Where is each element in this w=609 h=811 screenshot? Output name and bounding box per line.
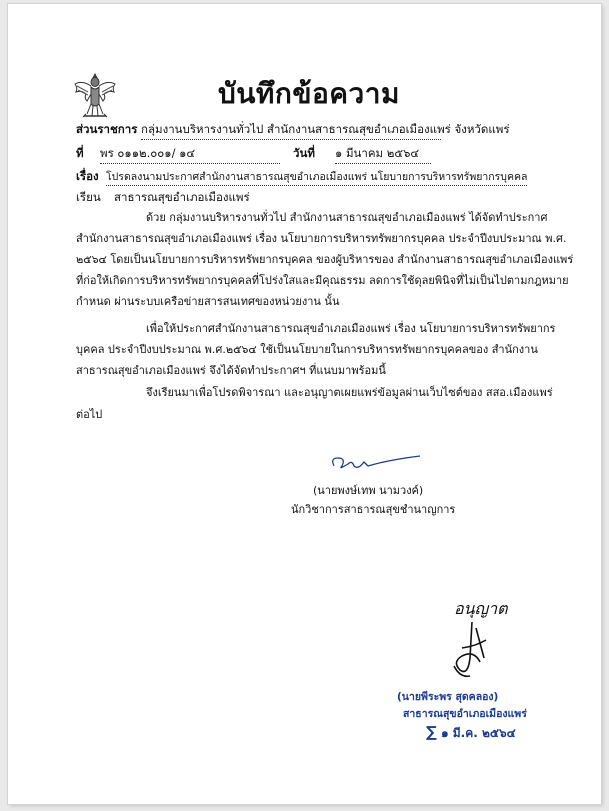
signer1-name: (นายพงษ์เทพ นามวงค์) xyxy=(313,484,424,497)
date-label: วันที่ xyxy=(293,146,315,160)
body-p1-line2: สำนักงานสาธารณสุขอำเภอเมืองแพร่ เรื่อง นโยบายการบริหารทรัพยากรบุคคล ประจำปีงบประมาณ พ.ศ. xyxy=(76,232,567,245)
body-p3-line2: ต่อไป xyxy=(76,408,103,421)
body-p2-line2: บุคคล ประจำปีงบประมาณ พ.ศ.๒๕๖๔ ใช้เป็นนโยบายในการบริหารทรัพยากรบุคคลของ สำนักงาน xyxy=(76,343,538,356)
body-p1-line4: ที่ก่อให้เกิดการบริหารทรัพยากรบุคคลที่โปร่งใสและมีคุณธรรม ลดการใช้ดุลยพินิจที่ไม่เป็นไปตามกฎหมาย xyxy=(76,274,569,287)
body-p2-line1: เพื่อให้ประกาศสำนักงานสาธารณสุขอำเภอเมืองแพร่ เรื่อง นโยบายการบริหารทรัพยากร xyxy=(146,322,556,335)
garuda-emblem-icon xyxy=(72,70,118,122)
body-p1-line5: กำหนด ผ่านระบบเครือข่ายสารสนเทศของหน่วยงาน นั้น xyxy=(76,295,340,308)
approval-note: อนุญาต xyxy=(454,599,508,618)
date-value: ๑ มีนาคม ๒๕๖๔ xyxy=(335,145,431,164)
subject-label: เรื่อง xyxy=(76,169,99,183)
to-value: สาธารณสุขอำเภอเมืองแพร่ xyxy=(114,190,250,204)
memo-title: บันทึกข้อความ xyxy=(218,77,400,110)
approval-date xyxy=(426,723,516,743)
subject-value: โปรดลงนามประกาศสำนักงานสาธารณสุขอำเภอเมืองแพร่ นโยบายการบริหารทรัพยากรบุคคล xyxy=(106,168,527,186)
agency-label: ส่วนราชการ xyxy=(76,122,138,136)
agency-value: กลุ่มงานบริหารงานทั่วไป สำนักงานสาธารณสุขอำเภอเมืองแพร่ จังหวัดแพร่ xyxy=(141,121,441,140)
approval-date-text: ๑ มี.ค. ๒๕๖๔ xyxy=(440,726,516,740)
body-p1-line3: ๒๕๖๔ โดยเป็นนโยบายการบริหารทรัพยากรบุคคล ของผู้บริหารของ สำนักงานสาธารณสุขอำเภอเมืองแพร่ xyxy=(76,253,574,266)
to-label: เรียน xyxy=(76,190,101,204)
ref-value: พร ๐๑๑๒.๐๐๑/ ๑๔ xyxy=(100,145,280,164)
ref-label: ที่ xyxy=(76,146,84,160)
approver-position: สาธารณสุขอำเภอเมืองแพร่ xyxy=(403,708,527,720)
signature-approver xyxy=(440,618,500,682)
body-p3-line1: จึงเรียนมาเพื่อโปรดพิจารณา และอนุญาตเผยแพร่ข้อมูลผ่านเว็บไซต์ของ สสอ.เมืองแพร่ xyxy=(146,386,553,399)
body-p1-line1: ด้วย กลุ่มงานบริหารงานทั่วไป สำนักงานสาธารณสุขอำเภอเมืองแพร่ ได้จัดทำประกาศ xyxy=(146,211,548,224)
body-p2-line3: สาธารณสุขอำเภอเมืองแพร่ จึงได้จัดทำประกาศฯ ที่แนบมาพร้อมนี้ xyxy=(76,364,386,377)
e-sign-mark-icon: ∑ xyxy=(426,723,437,741)
signer1-position: นักวิชาการสาธารณสุขชำนาญการ xyxy=(291,503,456,516)
signature-pongthep xyxy=(328,450,428,474)
approver-name: (นายพีระพร สุดคลอง) xyxy=(397,691,499,703)
